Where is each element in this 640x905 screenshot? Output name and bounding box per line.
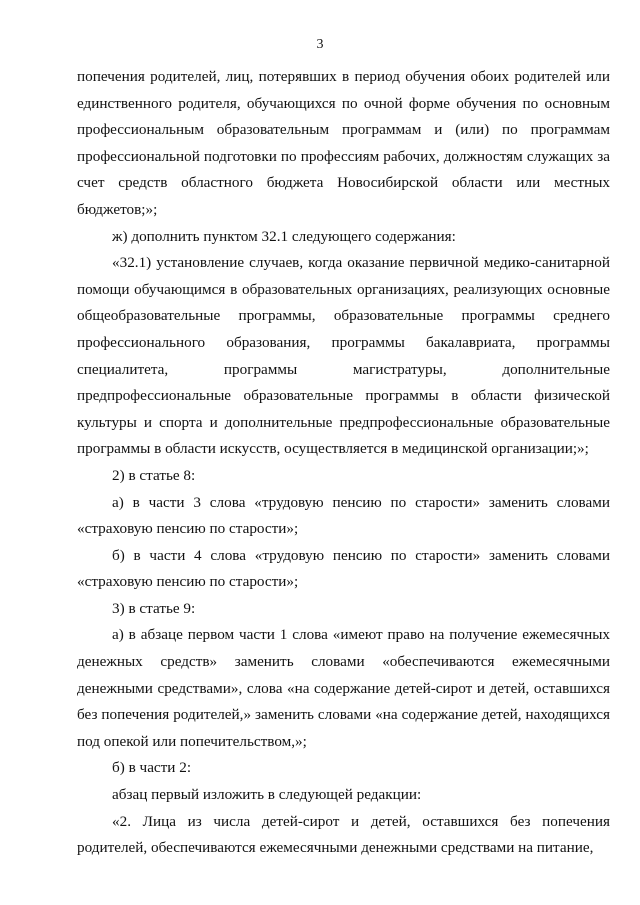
paragraph-item-2b: б) в части 4 слова «трудовую пенсию по старости» заменить словами «страховую пенсию по старости»; <box>77 546 610 591</box>
paragraph-item-zh: ж) дополнить пунктом 32.1 следующего содержания: <box>112 227 456 245</box>
document-body <box>77 64 610 862</box>
paragraph-continuation: попечения родителей, лиц, потерявших в период обучения обоих родителей или единственного родителя, обучающихся по очной форме обучения по основным профессиональным образовательным программам и (или) по программам профессиональной подготовки по профессиям рабочих, должностям служащих за счет средств областного бюджета Новосибирской области или местных бюджетов;»; <box>77 68 610 218</box>
paragraph-item-3: 3) в статье 9: <box>112 599 196 617</box>
paragraph-item-3b: б) в части 2: <box>112 759 192 777</box>
paragraph-quote-part-2: «2. Лица из числа детей-сирот и детей, оставшихся без попечения родителей, обеспечиваются ежемесячными денежными средствами на питание, <box>77 812 610 857</box>
paragraph-item-2a: а) в части 3 слова «трудовую пенсию по старости» заменить словами «страховую пенсию по старости»; <box>77 493 610 538</box>
page-number: 3 <box>316 37 324 52</box>
paragraph-item-2: 2) в статье 8: <box>112 466 196 484</box>
paragraph-first-abzac: абзац первый изложить в следующей редакции: <box>112 786 422 804</box>
paragraph-point-32-1: «32.1) установление случаев, когда оказание первичной медико-санитарной помощи обучающимся в образовательных организациях, реализующих основные общеобразовательные программы, образовательные программы среднего профессионального образования, программы бакалавриата, программы специалитета, программы магистратуры, дополнительные предпрофессиональные образовательные программы в области физической культуры и спорта и дополнительные предпрофессиональные образовательные программы в области искусств, осуществляется в медицинской организации;»; <box>77 254 610 458</box>
paragraph-item-3a: а) в абзаце первом части 1 слова «имеют право на получение ежемесячных денежных средств» заменить словами «обеспечиваются ежемесячными денежными средствами», слова «на содержание детей-сирот и детей, оставшихся без попечения родителей,» заменить словами «на содержание детей, находящихся под опекой или попечительством,»; <box>77 626 610 750</box>
